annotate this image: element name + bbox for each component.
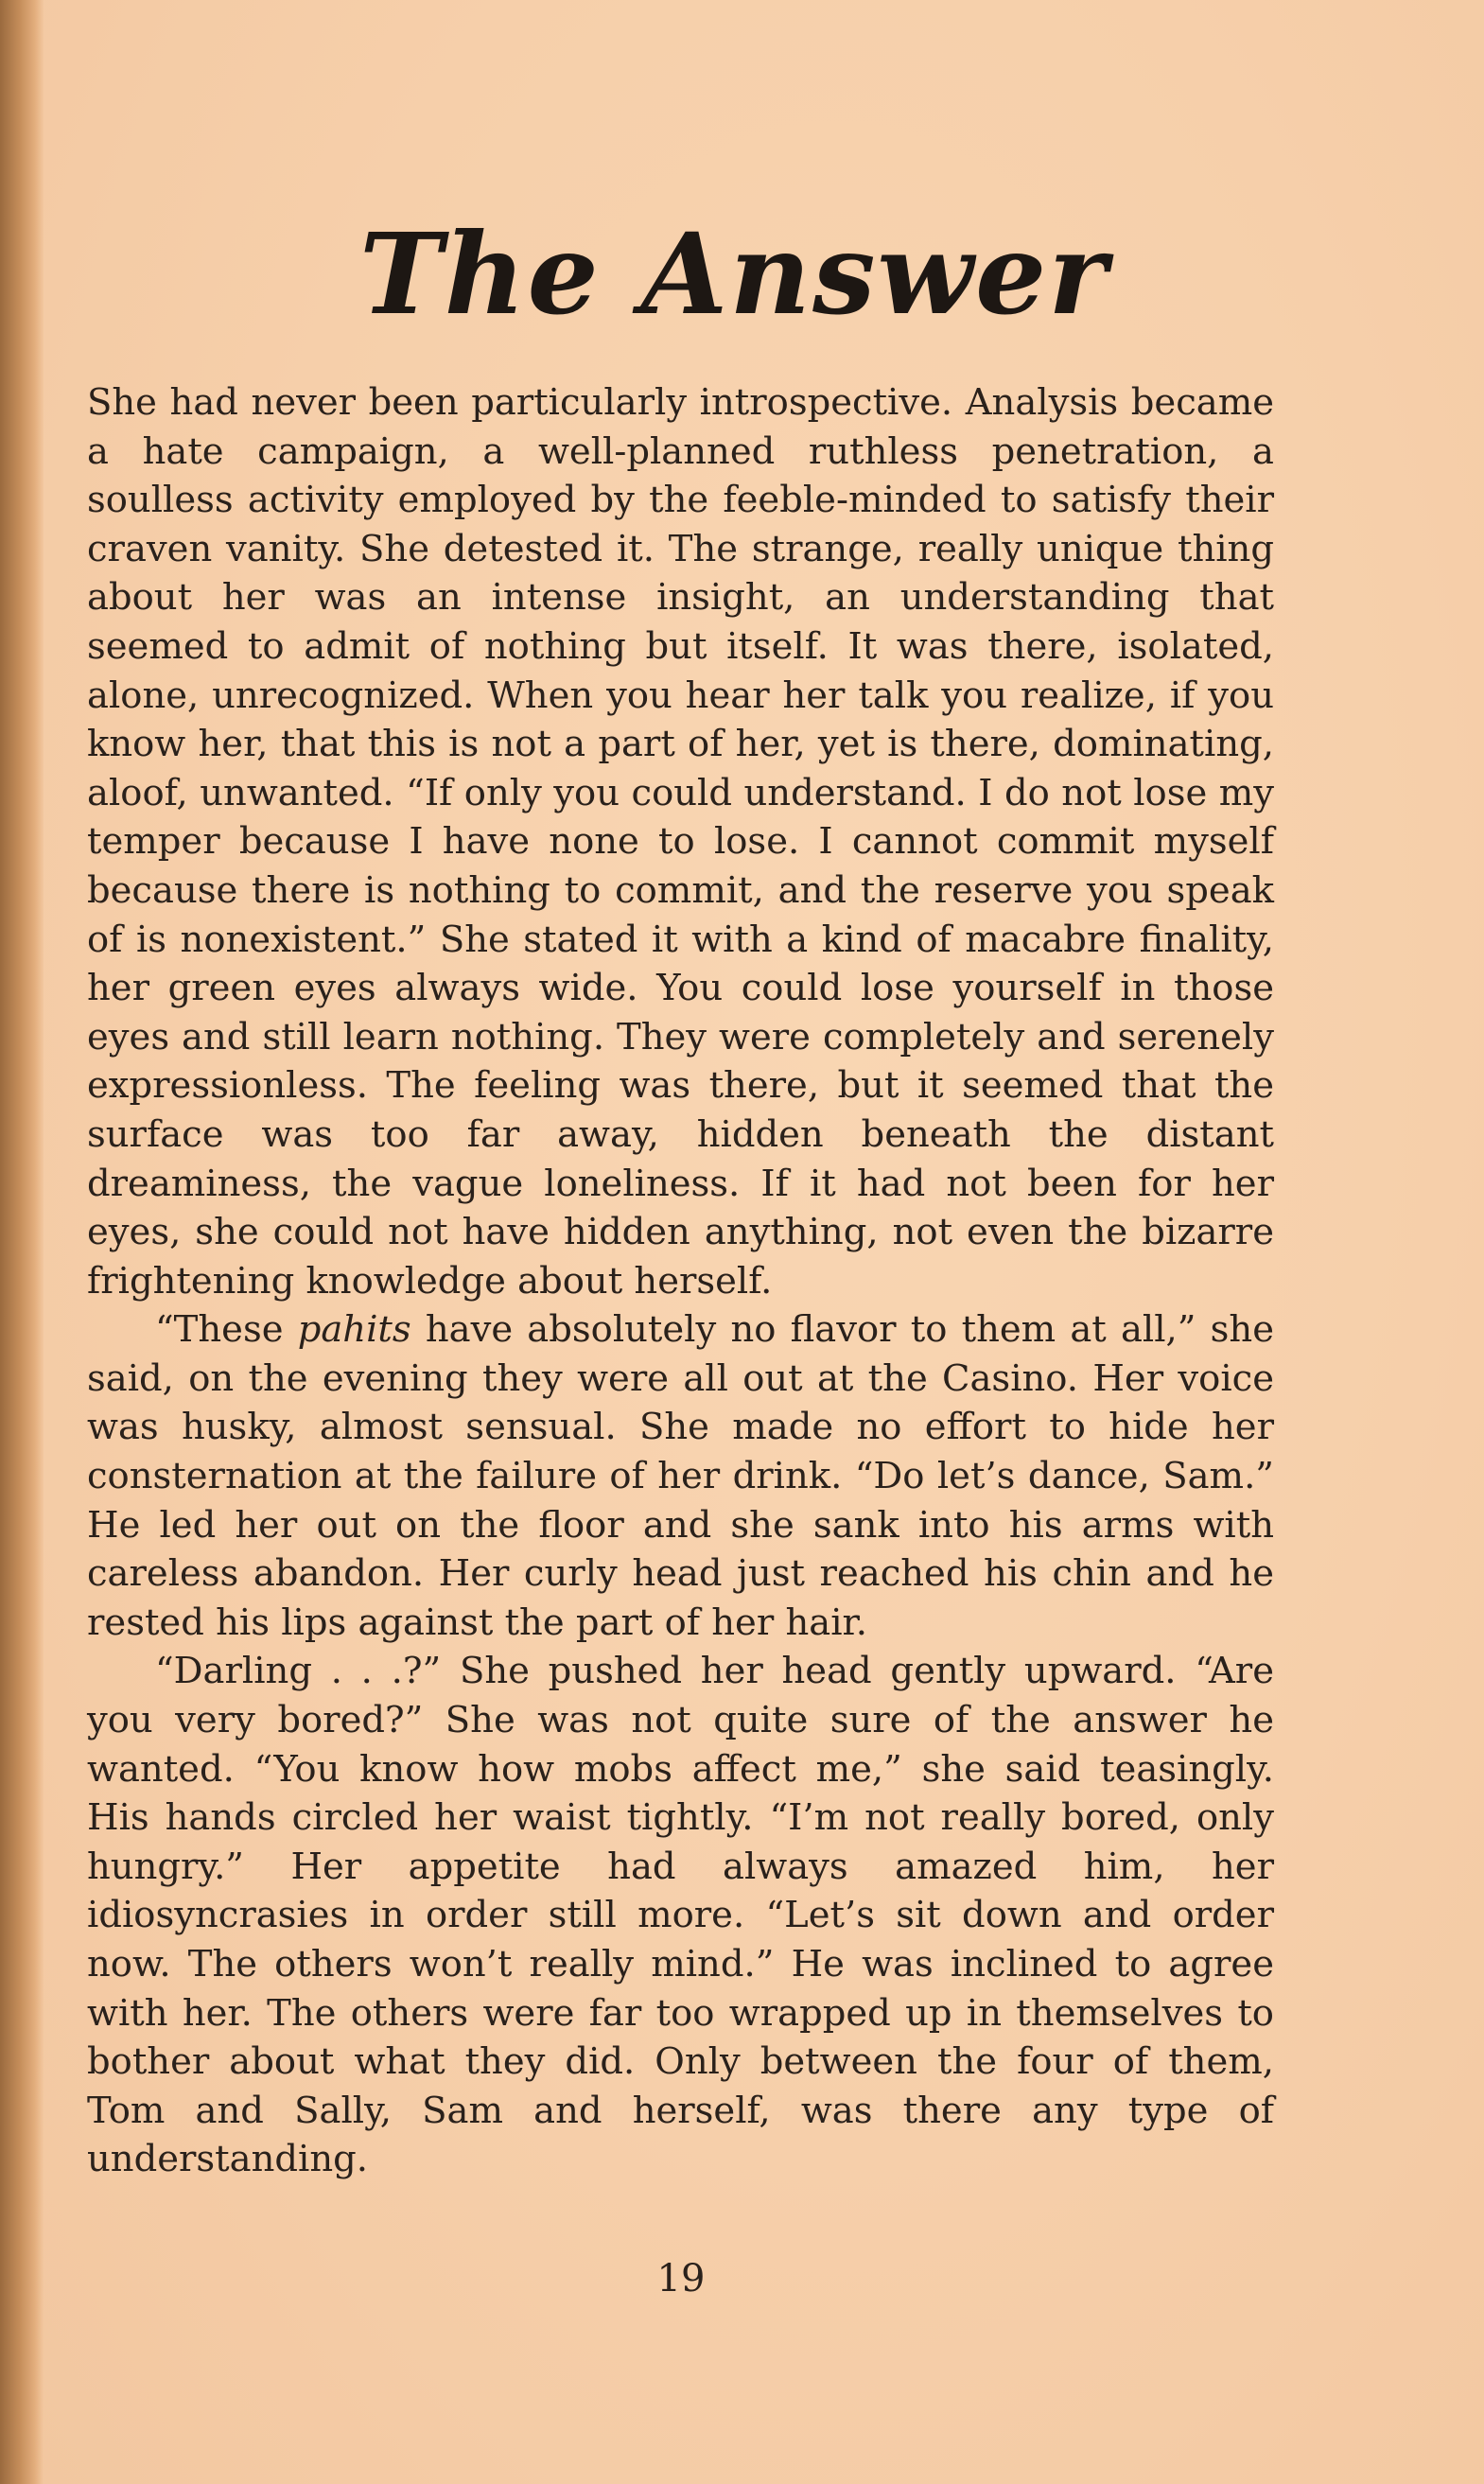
paragraph-2-rest: have absolutely no flavor to them at all,” she said, on the evening they were all out at the Casino. Her voice was husky, almost sensual. She made no effort to hide her consternation at the failure of her drink. “Do let’s dance, Sam.” He led her out on the floor and she sank into his arms with careless abandon. Her curly head just reached his chin and he rested his lips against the part of her hair. bbox=[87, 1308, 1274, 1644]
paragraph-3: “Darling . . .?” She pushed her head gently upward. “Are you very bored?” She was not quite sure of the answer he wanted. “You know how mobs affect me,” she said teasingly. His hands circled her waist tightly. “I’m not really bored, only hungry.” Her appetite had always amazed him, her idiosyncrasies in order still more. “Let’s sit down and order now. The others won’t really mind.” He was inclined to agree with her. The others were far too wrapped up in themselves to bother about what they did. Only between the four of them, Tom and Sally, Sam and herself, was there any type of understanding. bbox=[87, 1650, 1274, 2181]
paragraph-1: She had never been particularly introspective. Analysis became a hate campaign, a well-planned ruthless penetration, a soulless activity employed by the feeble-minded to satisfy their craven vanity. She detested it. The strange, really unique thing about her was an intense insight, an understanding that seemed to admit of nothing but itself. It was there, isolated, alone, unrecognized. When you hear her talk you realize, if you know her, that this is not a part of her, yet is there, dominating, aloof, unwanted. “If only you could understand. I do not lose my temper because I have none to lose. I cannot commit myself because there is nothing to commit, and the reserve you speak of is nonexistent.” She stated it with a kind of macabre finality, her green eyes always wide. You could lose yourself in those eyes and still learn nothing. They were completely and serenely expressionless. The feeling was there, but it seemed that the surface was too far away, hidden beneath the distant dreaminess, the vague loneliness. If it had not been for her eyes, she could not have hidden anything, not even the bizarre frightening knowledge about herself. bbox=[87, 381, 1274, 1303]
italic-word: pahits bbox=[297, 1308, 411, 1352]
body-text bbox=[87, 378, 1274, 2184]
paragraph-2-start: “These bbox=[155, 1308, 298, 1352]
book-spine-shadow bbox=[0, 0, 44, 2484]
page-number: 19 bbox=[656, 2257, 706, 2300]
chapter-title: The Answer bbox=[359, 208, 1109, 340]
paragraph-2 bbox=[87, 1305, 1274, 1647]
